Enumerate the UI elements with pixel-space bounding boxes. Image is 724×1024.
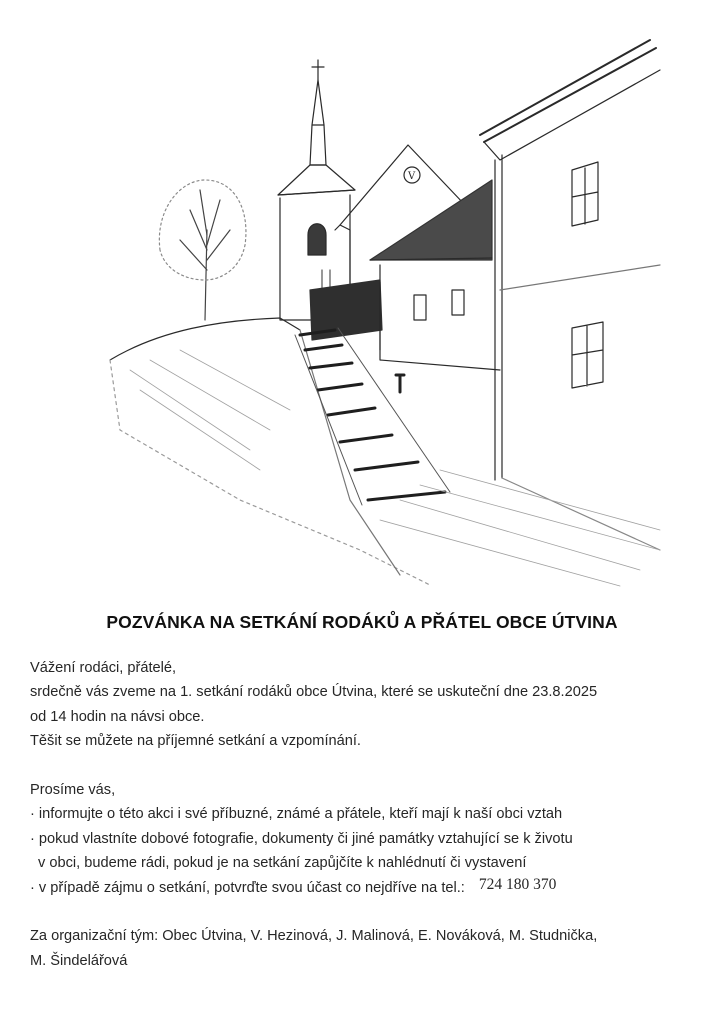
church-tower: [278, 60, 355, 320]
bullet-item-phone: [30, 876, 710, 900]
intro-line: od 14 hodin na návsi obce.: [30, 708, 205, 725]
right-house: [480, 40, 660, 550]
village-church-sketch: [100, 30, 670, 590]
spacer: [30, 900, 710, 924]
intro-line: srdečně vás zveme na 1. setkání rodáků obce Útvina, které se uskuteční dne 23.8.2025: [30, 684, 598, 701]
middle-house: [370, 180, 500, 370]
tree: [159, 180, 246, 320]
invitation-body: [30, 656, 710, 973]
clock-mark: V: [408, 171, 416, 182]
page-title: POZVÁNKA NA SETKÁNÍ RODÁKŮ A PŘÁTEL OBCE ÚTVINA: [106, 612, 618, 632]
bullet-item: · pokud vlastníte dobové fotografie, dokumenty či jiné památky vztahující se k životu: [30, 830, 573, 847]
bullet-item-continuation: v obci, budeme rádi, pokud je na setkání zapůjčíte k nahlédnutí či vystavení: [38, 855, 527, 872]
phone-number: 724 180 370: [478, 875, 557, 893]
organizers: Za organizační tým: Obec Útvina, V. Hezinová, J. Malinová, E. Nováková, M. Studnička,: [30, 928, 598, 945]
bullet-text: · v případě zájmu o setkání, potvrďte svou účast co nejdříve na tel.:: [30, 879, 465, 896]
intro-line: Těšit se můžete na příjemné setkání a vzpomínání.: [30, 733, 361, 750]
organizers: M. Šindelářová: [30, 952, 128, 969]
greeting: Vážení rodáci, přátelé,: [30, 660, 177, 676]
request-heading: Prosíme vás,: [30, 781, 116, 798]
bullet-item: · informujte o této akci i své příbuzné, známé a přátele, kteří mají k naší obci vztah: [30, 806, 563, 823]
stairs: [300, 330, 445, 500]
spacer: [30, 754, 710, 778]
